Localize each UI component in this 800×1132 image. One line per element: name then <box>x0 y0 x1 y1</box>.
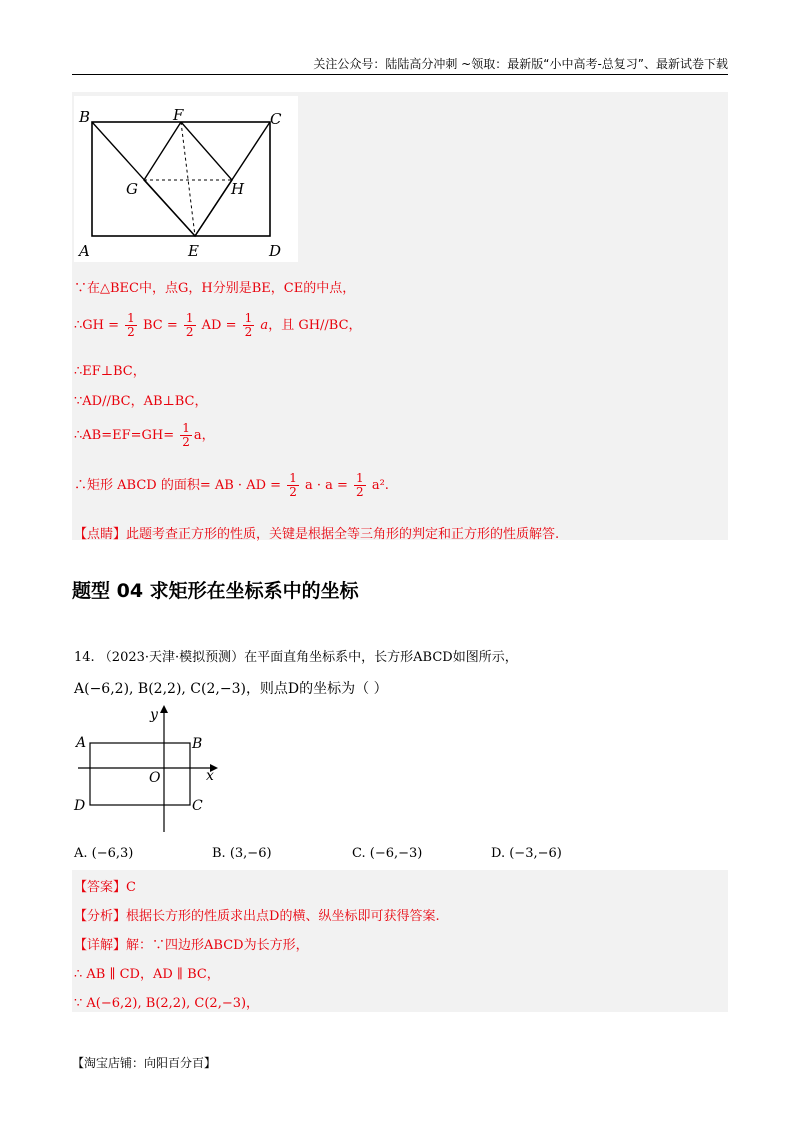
page-header: 关注公众号：陆陆高分冲刺 ~领取：最新版“小中高考-总复习”、最新试卷下载 <box>72 56 728 75</box>
option-a[interactable]: A. (−6,3) <box>74 846 134 861</box>
fraction-half: $\frac{1}{2}$ <box>289 471 297 499</box>
answer-line: 【答案】C <box>74 880 136 895</box>
solution-line-5: ∴AB=EF=GH= $\frac{1}{2}$ a， <box>74 421 215 449</box>
fig1-label-h: H <box>231 180 245 198</box>
fraction-half: $\frac{1}{2}$ <box>185 311 194 339</box>
page-footer: 【淘宝店铺：向阳百分百】 <box>72 1056 217 1070</box>
fig1-label-f: F <box>173 106 184 124</box>
solution-line-4: ∵AD//BC，AB⊥BC， <box>74 394 208 409</box>
fig1-label-e: E <box>188 242 199 260</box>
coordinate-figure <box>72 700 232 834</box>
fraction-half: $\frac{1}{2}$ <box>356 471 364 499</box>
solution-line-3: ∴EF⊥BC， <box>74 364 146 379</box>
fig1-label-c: C <box>270 110 282 128</box>
axis-label-y: y <box>150 707 158 723</box>
fig1-label-b: B <box>79 108 91 126</box>
point-label-b: B <box>192 736 203 752</box>
fig1-label-d: D <box>269 242 282 260</box>
solution-line-1: ∵在△BEC中，点G，H分别是BE，CE的中点， <box>74 281 356 296</box>
axis-label-x: x <box>206 768 214 784</box>
solution-line-6: ∴矩形 ABCD 的面积= AB · AD = $\frac{1}{2}$ a · a = $\frac{1}{2}$ a². <box>74 471 389 499</box>
fraction-half: $\frac{1}{2}$ <box>244 311 253 339</box>
question-14-line-1: 14. （2023·天津·模拟预测）在平面直角坐标系中，长方形ABCD如图所示， <box>74 650 518 665</box>
fraction-half: $\frac{1}{2}$ <box>182 421 190 449</box>
section-title: 题型 04 求矩形在坐标系中的坐标 <box>72 580 359 602</box>
fraction-half: $\frac{1}{2}$ <box>127 311 135 339</box>
rectangle-figure <box>74 96 298 262</box>
point-label-c: C <box>192 798 203 814</box>
point-label-a: A <box>76 735 87 751</box>
detail-line-3: ∵ A(−6,2), B(2,2), C(2,−3)， <box>74 996 260 1011</box>
detail-line: 【详解】解：∵四边形ABCD为长方形， <box>74 938 309 953</box>
fig1-label-g: G <box>126 180 138 198</box>
question-14-line-2: A(−6,2), B(2,2), C(2,−3)，则点D的坐标为（ ） <box>74 681 388 697</box>
solution-line-2: ∴GH = $\frac{1}{2}$ BC = $\frac{1}{2}$ AD = $\frac{1}{2}$ a，且 GH//BC， <box>74 311 362 339</box>
comment-line: 【点睛】此题考查正方形的性质，关键是根据全等三角形的判定和正方形的性质解答. <box>74 527 560 542</box>
detail-line-2: ∴ AB ∥ CD，AD ∥ BC， <box>74 967 220 982</box>
option-d[interactable]: D. (−3,−6) <box>491 846 562 861</box>
fig1-label-a: A <box>79 242 90 260</box>
origin-label: O <box>149 770 161 786</box>
analysis-line: 【分析】根据长方形的性质求出点D的横、纵坐标即可获得答案. <box>74 909 440 924</box>
option-c[interactable]: C. (−6,−3) <box>352 846 423 861</box>
option-b[interactable]: B. (3,−6) <box>212 846 272 861</box>
point-label-d: D <box>74 798 86 814</box>
